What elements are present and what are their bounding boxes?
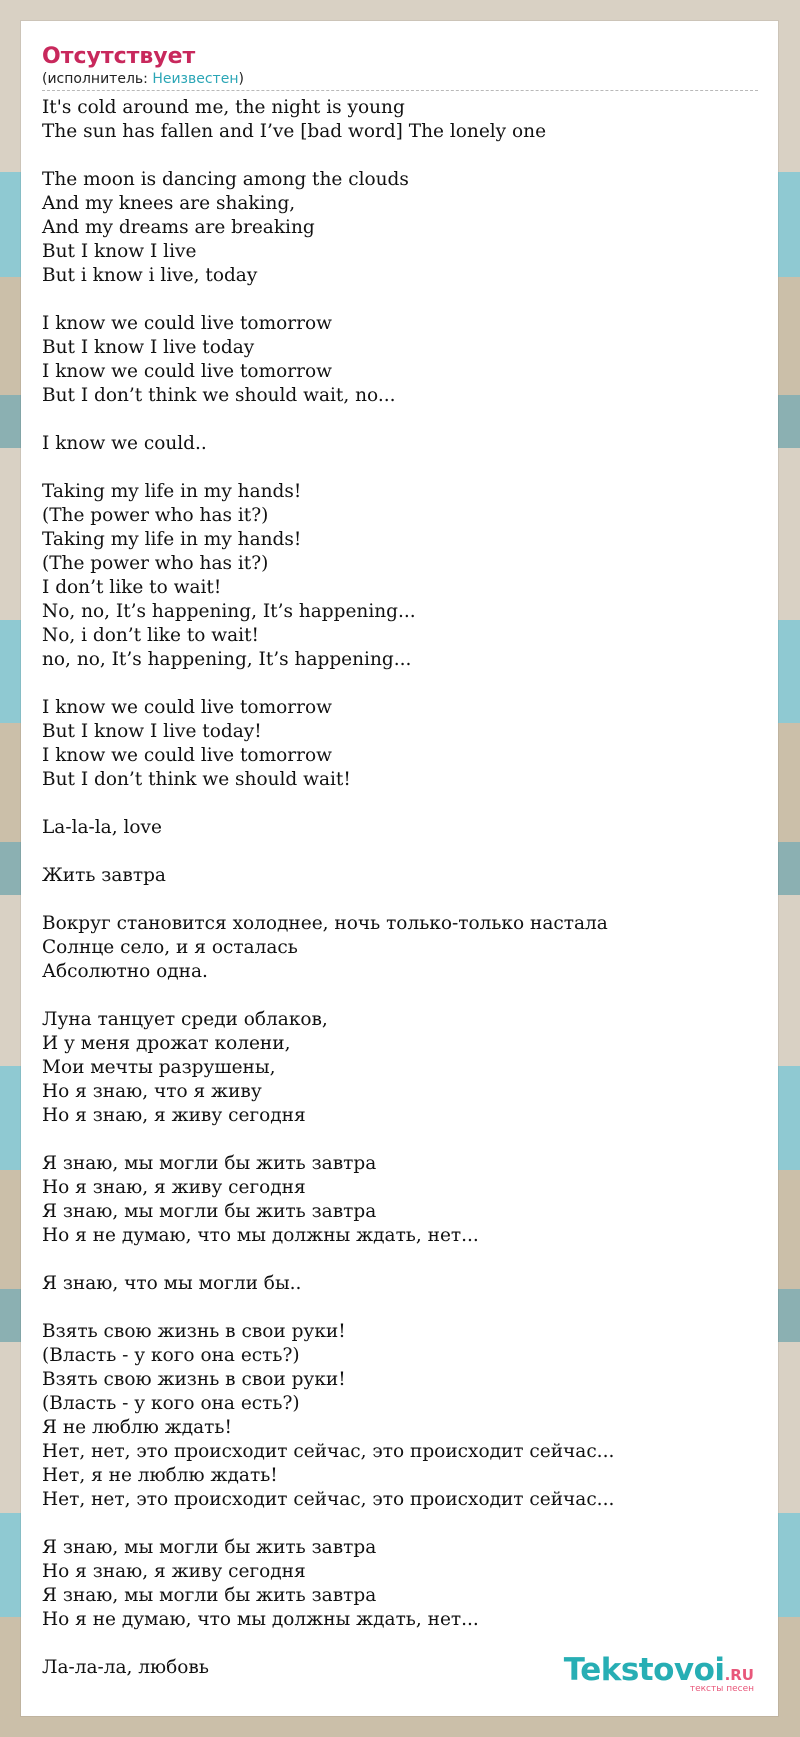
lyric-line: Луна танцует среди облаков,: [42, 1009, 328, 1030]
lyric-line: No, i don’t like to wait!: [42, 625, 259, 646]
site-logo[interactable]: [564, 1654, 754, 1694]
lyric-line: Taking my life in my hands!: [42, 529, 302, 550]
lyric-line: Мои мечты разрушены,: [42, 1057, 276, 1078]
lyric-line: Я знаю, что мы могли бы..: [42, 1273, 302, 1294]
lyric-line: Нет, нет, это происходит сейчас, это происходит сейчас...: [42, 1441, 615, 1462]
lyric-line: Солнце село, и я осталась: [42, 937, 298, 958]
stanza-break: [42, 840, 757, 864]
lyric-line: Я не люблю ждать!: [42, 1417, 232, 1438]
lyric-line: Абсолютно одна.: [42, 961, 208, 982]
lyric-line: But I don’t think we should wait, no...: [42, 385, 396, 406]
lyric-line: Ла-ла-ла, любовь: [42, 1657, 209, 1678]
stanza-break: [42, 144, 757, 168]
lyric-line: Я знаю, мы могли бы жить завтра: [42, 1153, 377, 1174]
stanza-break: [42, 1296, 757, 1320]
lyric-line: But I know I live today!: [42, 721, 262, 742]
lyric-line: And my dreams are breaking: [42, 217, 315, 238]
stanza-break: [42, 1248, 757, 1272]
lyric-line: (The power who has it?): [42, 553, 269, 574]
lyric-line: Но я не думаю, что мы должны ждать, нет...: [42, 1225, 479, 1246]
stanza-break: [42, 984, 757, 1008]
lyric-line: I know we could live tomorrow: [42, 697, 332, 718]
lyric-line: (The power who has it?): [42, 505, 269, 526]
lyric-line: The sun has fallen and I’ve [bad word] The lonely one: [42, 121, 547, 142]
lyric-line: Вокруг становится холоднее, ночь только-только настала: [42, 913, 608, 934]
logo-wordmark: Tekstovoi: [563, 1652, 725, 1688]
artist-suffix: ): [238, 71, 244, 87]
lyric-line: Но я знаю, что я живу: [42, 1081, 262, 1102]
lyric-line: It's cold around me, the night is young: [42, 97, 405, 118]
lyric-line: No, no, It’s happening, It’s happening...: [42, 601, 416, 622]
lyric-line: no, no, It’s happening, It’s happening...: [42, 649, 412, 670]
stanza-break: [42, 456, 757, 480]
lyric-line: Taking my life in my hands!: [42, 481, 302, 502]
lyrics-card: [21, 21, 778, 1716]
lyric-line: The moon is dancing among the clouds: [42, 169, 409, 190]
stanza-break: [42, 408, 757, 432]
lyric-line: I know we could live tomorrow: [42, 313, 332, 334]
lyric-line: Жить завтра: [42, 865, 166, 886]
lyric-line: I know we could live tomorrow: [42, 745, 332, 766]
lyric-line: Я знаю, мы могли бы жить завтра: [42, 1201, 377, 1222]
song-title: Отсутствует: [42, 44, 196, 69]
logo-domain: .RU: [724, 1666, 754, 1684]
lyric-line: But i know i live, today: [42, 265, 258, 286]
lyric-line: La-la-la, love: [42, 817, 162, 838]
lyrics-text: [42, 96, 757, 1680]
lyric-line: Взять свою жизнь в свои руки!: [42, 1321, 346, 1342]
lyric-line: But I know I live: [42, 241, 197, 262]
lyric-line: (Власть - у кого она есть?): [42, 1345, 300, 1366]
artist-line: [42, 71, 758, 91]
lyric-line: I don’t like to wait!: [42, 577, 222, 598]
stanza-break: [42, 792, 757, 816]
lyric-line: But I know I live today: [42, 337, 255, 358]
lyric-line: Взять свою жизнь в свои руки!: [42, 1369, 346, 1390]
artist-prefix: (исполнитель:: [42, 71, 153, 87]
lyric-line: And my knees are shaking,: [42, 193, 296, 214]
stanza-break: [42, 672, 757, 696]
stanza-break: [42, 1512, 757, 1536]
stanza-break: [42, 288, 757, 312]
lyric-line: Но я знаю, я живу сегодня: [42, 1177, 306, 1198]
lyric-line: Но я знаю, я живу сегодня: [42, 1561, 306, 1582]
lyric-line: I know we could..: [42, 433, 207, 454]
stanza-break: [42, 888, 757, 912]
lyric-line: Но я знаю, я живу сегодня: [42, 1105, 306, 1126]
lyric-line: I know we could live tomorrow: [42, 361, 332, 382]
lyric-line: Но я не думаю, что мы должны ждать, нет...: [42, 1609, 479, 1630]
lyric-line: Я знаю, мы могли бы жить завтра: [42, 1537, 377, 1558]
artist-link[interactable]: Неизвестен: [152, 71, 239, 87]
lyric-line: Нет, нет, это происходит сейчас, это происходит сейчас...: [42, 1489, 615, 1510]
lyric-line: (Власть - у кого она есть?): [42, 1393, 300, 1414]
stanza-break: [42, 1128, 757, 1152]
logo-tagline: тексты песен: [689, 1684, 754, 1694]
lyric-line: Я знаю, мы могли бы жить завтра: [42, 1585, 377, 1606]
lyric-line: But I don’t think we should wait!: [42, 769, 351, 790]
lyric-line: Нет, я не люблю ждать!: [42, 1465, 278, 1486]
lyric-line: И у меня дрожат колени,: [42, 1033, 291, 1054]
